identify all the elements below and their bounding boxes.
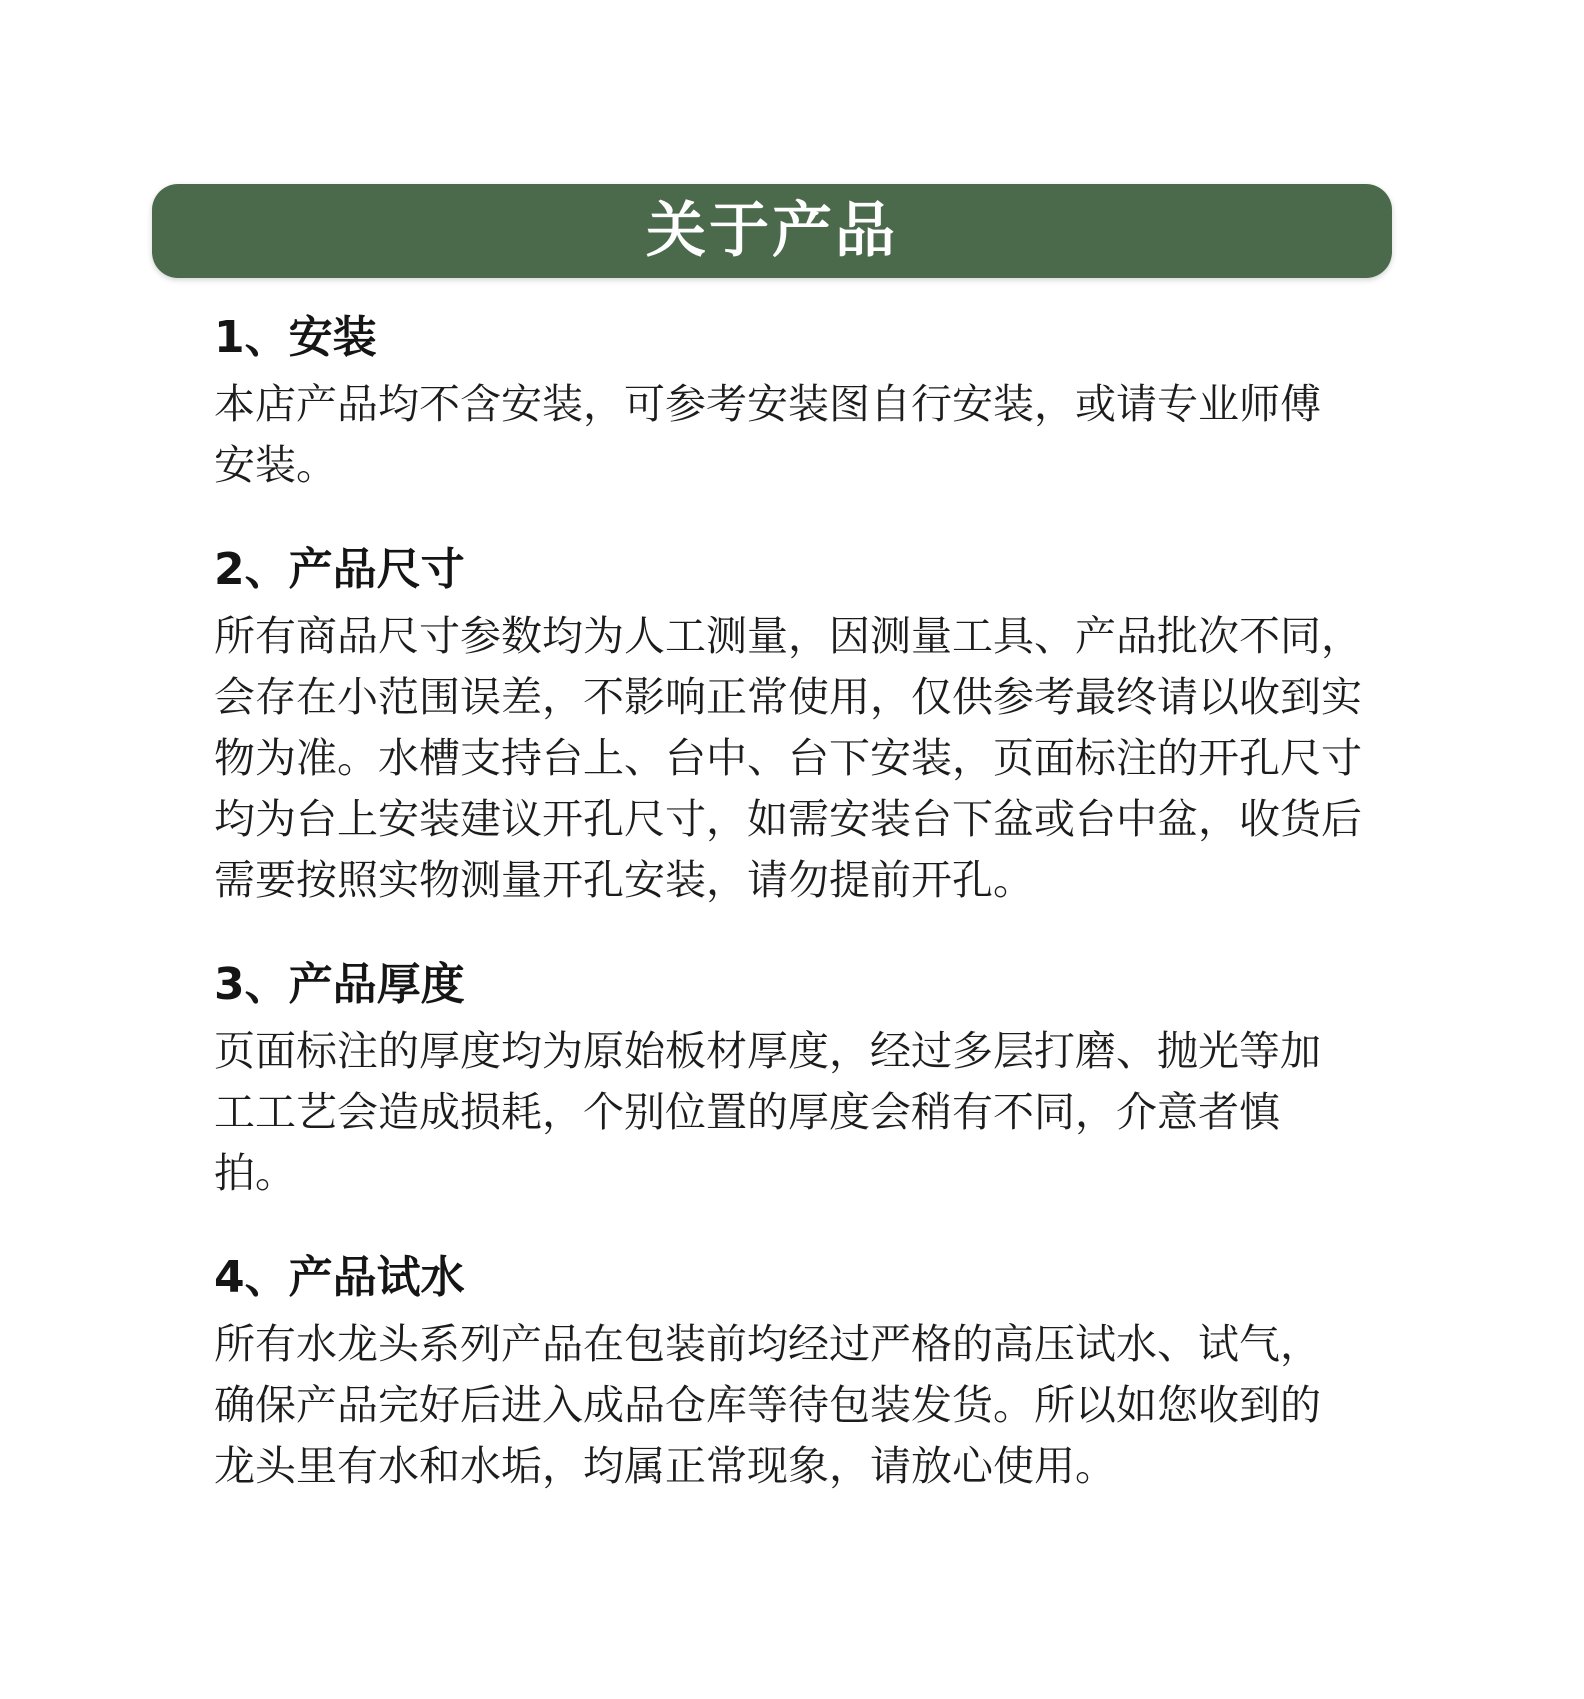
section-installation [214,310,1344,496]
section-water-test [214,1250,1344,1497]
content-area [214,310,1394,1497]
page-title: 关于产品 [646,196,898,266]
section-body: 所有商品尺寸参数均为人工测量，因测量工具、产品批次不同，会存在小范围误差，不影响正常使用，仅供参考最终请以收到实物为准。水槽支持台上、台中、台下安装，页面标注的开孔尺寸均为台上安装建议开孔尺寸，如需安装台下盆或台中盆，收货后需要按照实物测量开孔安装，请勿提前开孔。 [214,612,1362,904]
section-body: 所有水龙头系列产品在包装前均经过严格的高压试水、试气，确保产品完好后进入成品仓库等待包装发货。所以如您收到的龙头里有水和水垢，均属正常现象，请放心使用。 [214,1320,1321,1490]
section-heading: 1、安装 [214,312,377,363]
section-product-thickness [214,957,1344,1204]
title-banner [152,184,1392,278]
section-body: 页面标注的厚度均为原始板材厚度，经过多层打磨、抛光等加工工艺会造成损耗，个别位置的厚度会稍有不同，介意者慎拍。 [214,1027,1321,1197]
section-product-size [214,542,1389,911]
section-body: 本店产品均不含安装，可参考安装图自行安装，或请专业师傅安装。 [214,380,1321,489]
section-heading: 4、产品试水 [214,1252,465,1303]
section-heading: 3、产品厚度 [214,959,465,1010]
section-heading: 2、产品尺寸 [214,544,465,595]
